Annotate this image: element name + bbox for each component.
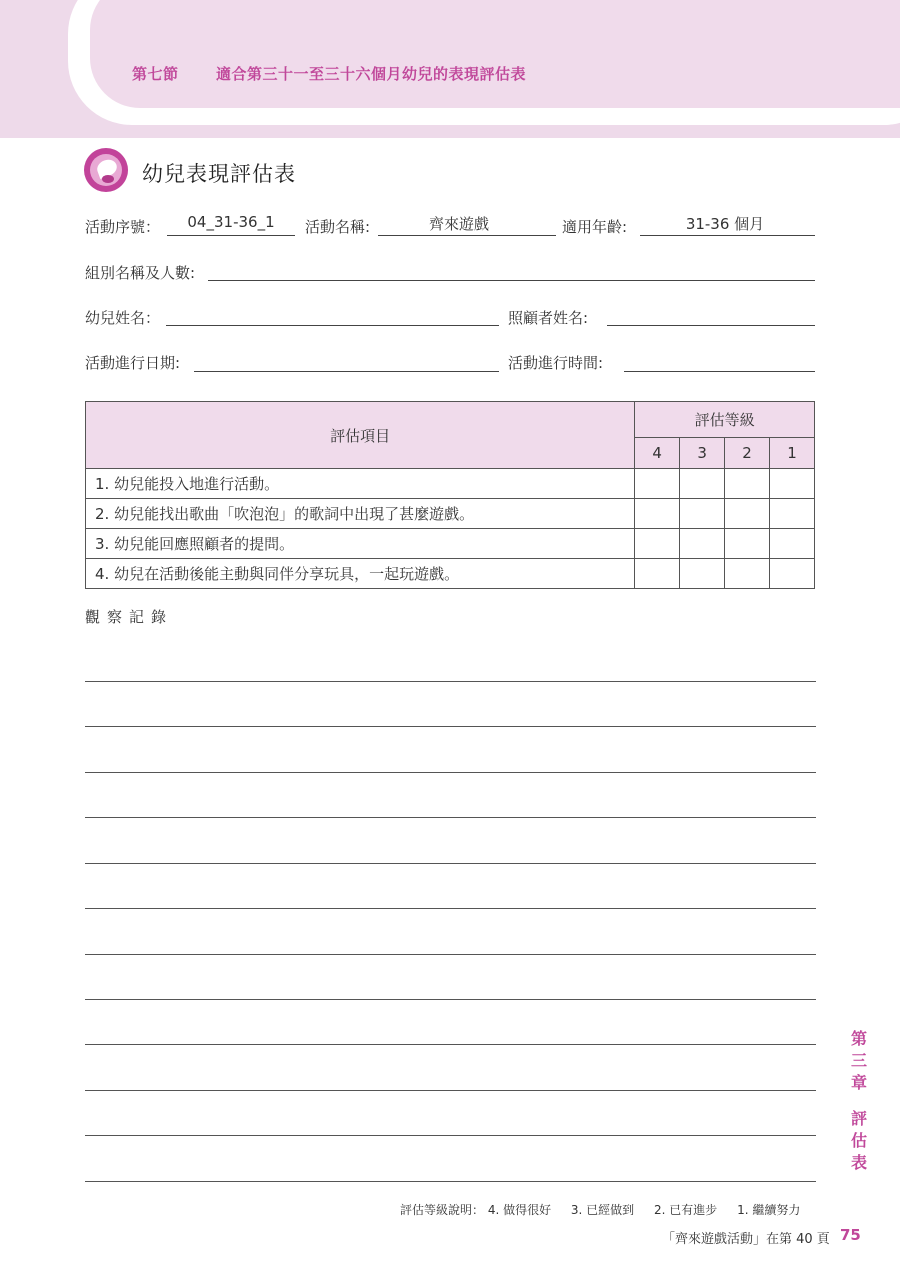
activity-name-label: 活動名稱: [305,218,371,236]
observation-line[interactable] [85,1044,816,1045]
activity-name-field[interactable] [378,235,556,236]
group-label: 組別名稱及人數: [85,264,196,282]
chapter-side-tab: 第 三 章 評 估 表 [850,1029,867,1172]
grade-1-header: 1 [770,438,815,469]
activity-name-value: 齊來遊戲 [428,215,489,233]
age-value: 31-36 個月 [685,215,765,233]
grade-cell[interactable] [635,499,680,529]
activity-no-field[interactable] [167,235,295,236]
item-header: 評估項目 [86,402,635,469]
grade-cell[interactable] [635,529,680,559]
observation-line[interactable] [85,999,816,1000]
grade-header: 評估等級 [635,402,815,438]
grade-cell[interactable] [680,469,725,499]
grade-cell[interactable] [680,559,725,589]
grade-3-header: 3 [680,438,725,469]
grade-cell[interactable] [680,529,725,559]
observation-line[interactable] [85,817,816,818]
observation-line[interactable] [85,1135,816,1136]
child-name-field[interactable] [166,325,499,326]
grade-cell[interactable] [770,499,815,529]
grade-cell[interactable] [725,559,770,589]
observation-line[interactable] [85,954,816,955]
grade-cell[interactable] [770,559,815,589]
table-row [86,469,815,499]
legend-item: 2. 已有進步 [654,1203,718,1217]
grade-cell[interactable] [725,469,770,499]
page-number: 75 [840,1226,861,1244]
age-label: 適用年齡: [562,218,628,236]
legend-item: 評估等級說明： 4. 做得很好 [400,1203,552,1217]
age-field[interactable] [640,235,815,236]
grade-legend [400,1201,800,1218]
observation-line[interactable] [85,726,816,727]
grade-cell[interactable] [770,469,815,499]
time-field[interactable] [624,371,815,372]
grade-cell[interactable] [770,529,815,559]
grade-cell[interactable] [635,559,680,589]
caregiver-field[interactable] [607,325,815,326]
grade-cell[interactable] [725,529,770,559]
item-text: 3. 幼兒能回應照顧者的提問。 [86,529,635,559]
date-label: 活動進行日期: [85,354,181,372]
activity-no-value: 04_31-36_1 [187,213,275,231]
item-text: 2. 幼兒能找出歌曲「吹泡泡」的歌詞中出現了甚麼遊戲。 [86,499,635,529]
legend-item: 3. 已經做到 [570,1203,635,1217]
legend-item: 1. 繼續努力 [737,1203,801,1217]
section-label: 第七節 [132,65,179,83]
observation-line[interactable] [85,908,816,909]
section-title: 適合第三十一至三十六個月幼兒的表現評估表 [216,65,527,83]
grade-4-header: 4 [635,438,680,469]
caregiver-label: 照顧者姓名: [508,309,589,327]
activity-no-label: 活動序號： [85,218,161,236]
grade-cell[interactable] [680,499,725,529]
observation-line[interactable] [85,772,816,773]
page-reference: 「齊來遊戲活動」在第 40 頁 [662,1232,830,1247]
observation-line[interactable] [85,1090,816,1091]
observation-line[interactable] [85,681,816,682]
grade-cell[interactable] [635,469,680,499]
grade-cell[interactable] [725,499,770,529]
observation-title: 觀察記錄 [85,608,174,626]
header-panel [90,0,900,108]
grade-2-header: 2 [725,438,770,469]
date-field[interactable] [194,371,499,372]
evaluation-table [85,401,815,589]
form-title: 幼兒表現評估表 [142,162,296,186]
group-field[interactable] [208,280,815,281]
observation-line[interactable] [85,1181,816,1182]
item-text: 1. 幼兒能投入地進行活動。 [86,469,635,499]
child-name-label: 幼兒姓名： [85,309,161,327]
observation-line[interactable] [85,863,816,864]
time-label: 活動進行時間: [508,354,604,372]
swirl-badge-icon [84,148,128,192]
table-row [86,529,815,559]
item-text: 4. 幼兒在活動後能主動與同伴分享玩具，一起玩遊戲。 [86,559,635,589]
table-row [86,499,815,529]
table-row [86,559,815,589]
